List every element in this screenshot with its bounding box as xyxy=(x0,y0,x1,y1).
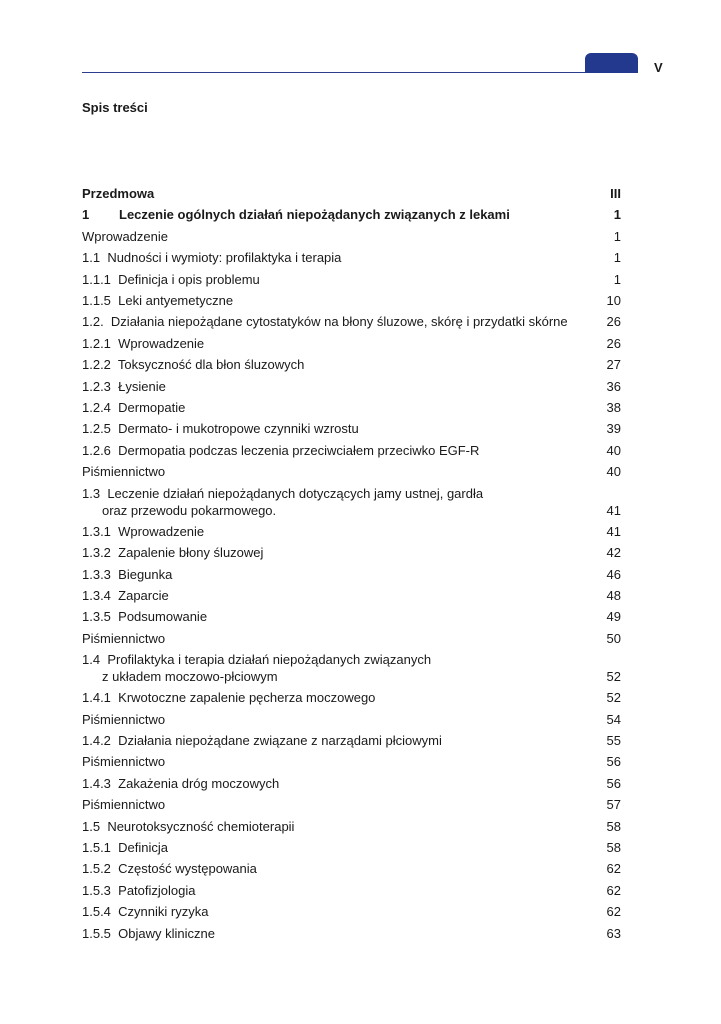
toc-entry-page: 1 xyxy=(613,207,621,223)
toc-entry-label: Wprowadzenie xyxy=(118,335,205,351)
toc-entry[interactable] xyxy=(82,773,621,794)
toc-entry-page: 40 xyxy=(606,442,621,458)
toc-entry-number: 1 xyxy=(82,207,90,223)
toc-entry[interactable] xyxy=(82,311,621,332)
toc-entry-page: 56 xyxy=(606,754,621,770)
toc-entry-title xyxy=(82,440,479,461)
toc-entry-page: 46 xyxy=(606,566,621,582)
toc-entry-line xyxy=(82,336,204,351)
toc-entry-label: Przedmowa xyxy=(82,186,155,201)
toc-entry-page: III xyxy=(610,186,621,201)
toc-entry-line xyxy=(82,904,208,919)
toc-entry[interactable] xyxy=(82,542,621,563)
toc-entry-title xyxy=(82,311,568,332)
toc-entry-page: 58 xyxy=(606,839,621,855)
toc-entry-label: Działania niepożądane związane z narządami płciowymi xyxy=(118,732,442,748)
toc-entry-page: 26 xyxy=(606,314,621,330)
toc-entry-page: 62 xyxy=(606,904,621,920)
toc-entry-line xyxy=(82,186,154,201)
toc-entry-title xyxy=(82,687,375,708)
toc-entry-title xyxy=(82,397,185,418)
toc-entry-page: 26 xyxy=(606,335,621,351)
toc-entry-label: Dermopatie xyxy=(118,400,186,416)
toc-entry-number: 1.1.5 xyxy=(82,293,111,309)
toc-entry-line xyxy=(82,272,260,287)
toc-entry-label: Częstość występowania xyxy=(118,861,257,877)
toc-entry-title xyxy=(82,794,165,815)
toc-entry-page: 1 xyxy=(613,228,621,244)
toc-entry-page: 39 xyxy=(606,421,621,437)
toc-entry-title xyxy=(82,204,510,225)
toc-entry[interactable] xyxy=(82,816,621,837)
toc-entry-page: 56 xyxy=(606,775,621,791)
toc-entry[interactable] xyxy=(82,397,621,418)
toc-entry-label: Profilaktyka i terapia działań niepożądanych związanych xyxy=(107,652,432,668)
toc-entry[interactable] xyxy=(82,290,621,311)
toc-entry-label: Krwotoczne zapalenie pęcherza moczowego xyxy=(118,690,376,706)
toc-entry-page: 27 xyxy=(606,357,621,373)
toc-entry-title xyxy=(82,651,431,685)
toc-entry[interactable] xyxy=(82,376,621,397)
toc-entry-line xyxy=(82,443,479,458)
toc-entry-page: 62 xyxy=(606,882,621,898)
toc-entry-number: 1.4 xyxy=(82,652,101,668)
toc-entry-label: Dermato- i mukotropowe czynniki wzrostu xyxy=(118,421,359,437)
toc-entry-line xyxy=(82,588,169,603)
toc-entry-number: 1.2.4 xyxy=(82,400,111,416)
toc-entry-line xyxy=(82,797,165,812)
toc-entry[interactable] xyxy=(82,709,621,730)
toc-entry[interactable] xyxy=(82,901,621,922)
toc-entry-page: 62 xyxy=(606,861,621,877)
toc-entry-line xyxy=(82,609,207,624)
toc-entry-line xyxy=(82,926,215,941)
toc-entry-number: 1.5.1 xyxy=(82,839,111,855)
toc-entry-line xyxy=(82,567,172,582)
toc-entry-line xyxy=(82,754,165,769)
toc-entry-line xyxy=(82,250,341,265)
toc-entry-label-continued: z układem moczowo-płciowym xyxy=(102,669,278,685)
toc-entry-line xyxy=(82,207,510,222)
toc-entry[interactable] xyxy=(82,923,621,944)
toc-entry-label: Nudności i wymioty: profilaktyka i terapia xyxy=(107,250,342,266)
toc-entry-title xyxy=(82,816,294,837)
toc-entry-line xyxy=(82,293,233,308)
toc-entry-page: 38 xyxy=(606,400,621,416)
toc-entry-label: Toksyczność dla błon śluzowych xyxy=(117,357,305,373)
toc-entry-label: Piśmiennictwo xyxy=(82,711,166,727)
toc-entry-line xyxy=(82,486,483,501)
toc-entry-label: Piśmiennictwo xyxy=(82,464,166,480)
toc-entry-line xyxy=(82,545,263,560)
toc-entry-title xyxy=(82,923,215,944)
toc-entry-title xyxy=(82,354,304,375)
toc-entry-label: Piśmiennictwo xyxy=(82,754,166,770)
toc-entry-number: 1.4.1 xyxy=(82,690,111,706)
toc-entry-page: 41 xyxy=(606,523,621,539)
toc-entry-page: 63 xyxy=(606,925,621,941)
toc-entry-page: 49 xyxy=(606,609,621,625)
toc-entry-title xyxy=(82,880,195,901)
toc-entry-title xyxy=(82,606,207,627)
toc-entry-line xyxy=(82,733,442,748)
toc-entry-page: 1 xyxy=(613,250,621,266)
toc-entry-label: Podsumowanie xyxy=(118,609,208,625)
toc-entry[interactable] xyxy=(82,858,621,879)
toc-entry[interactable] xyxy=(82,226,621,247)
toc-entry-number: 1.5 xyxy=(82,818,101,834)
toc-entry-line xyxy=(82,229,168,244)
toc-entry-label: Objawy kliniczne xyxy=(118,925,215,941)
toc-entry-line xyxy=(82,690,375,705)
toc-entry-line xyxy=(82,464,165,479)
header-rule xyxy=(82,72,638,73)
toc-entry-label: Definicja xyxy=(118,839,169,855)
toc-entry-label: Neurotoksyczność chemioterapii xyxy=(107,818,295,834)
toc-entry-label-continued: oraz przewodu pokarmowego. xyxy=(102,502,277,518)
toc-entry-number: 1.5.5 xyxy=(82,925,111,941)
toc-entry-title xyxy=(82,751,165,772)
toc-entry-title xyxy=(82,564,172,585)
toc-entry-page: 52 xyxy=(606,669,621,685)
toc-entry-label: Leki antyemetyczne xyxy=(118,293,234,309)
toc-entry-title xyxy=(82,418,359,439)
toc-entry-label: Patofizjologia xyxy=(118,882,196,898)
toc-entry-title xyxy=(82,542,263,563)
toc-entry[interactable] xyxy=(82,628,621,649)
toc-entry-number: 1.4.2 xyxy=(82,732,111,748)
toc-entry-title xyxy=(82,461,165,482)
toc-entry[interactable] xyxy=(82,837,621,858)
toc-entry-line xyxy=(82,883,195,898)
toc-entry-label: Biegunka xyxy=(118,566,173,582)
toc-entry-number: 1.3.5 xyxy=(82,609,111,625)
toc-entry-line xyxy=(82,379,166,394)
toc-entry-number: 1.2.6 xyxy=(82,442,111,458)
toc-entry-label: Definicja i opis problemu xyxy=(118,271,260,287)
toc-entry-page: 1 xyxy=(613,271,621,287)
toc-entry-number: 1.2.2 xyxy=(82,357,111,373)
toc-entry-line xyxy=(82,840,168,855)
toc-entry-title xyxy=(82,183,154,204)
toc-entry-page: 58 xyxy=(606,818,621,834)
toc-entry-page: 54 xyxy=(606,711,621,727)
toc-entry-label: Zakażenia dróg moczowych xyxy=(118,775,280,791)
toc-entry-number: 1.2.3 xyxy=(82,378,111,394)
toc-entry-label: Zaparcie xyxy=(118,587,169,603)
toc-entry-number: 1.2.5 xyxy=(82,421,111,437)
toc-entry[interactable] xyxy=(82,333,621,354)
toc-entry-number: 1.3.2 xyxy=(82,545,111,561)
toc-entry-title xyxy=(82,247,341,268)
toc-entry-number: 1.2. xyxy=(82,314,104,330)
toc-entry[interactable] xyxy=(82,483,621,521)
toc-entry[interactable] xyxy=(82,585,621,606)
toc-entry-line xyxy=(82,400,185,415)
toc-entry[interactable] xyxy=(82,794,621,815)
toc-entry[interactable] xyxy=(82,521,621,542)
table-of-contents xyxy=(82,183,621,944)
toc-entry-title xyxy=(82,901,208,922)
toc-entry-number: 1.3.4 xyxy=(82,587,111,603)
toc-entry-page: 48 xyxy=(606,587,621,603)
toc-entry-line xyxy=(82,421,359,436)
toc-entry-title xyxy=(82,333,204,354)
toc-entry-label: Czynniki ryzyka xyxy=(118,904,209,920)
toc-entry[interactable] xyxy=(82,730,621,751)
toc-entry-title xyxy=(82,521,204,542)
toc-entry-label: Wprowadzenie xyxy=(82,228,168,244)
toc-entry-title xyxy=(82,226,168,247)
toc-entry-number: 1.3.1 xyxy=(82,523,111,539)
toc-entry-number: 1.2.1 xyxy=(82,335,111,351)
toc-entry-title xyxy=(82,730,442,751)
toc-entry-label: Piśmiennictwo xyxy=(82,630,166,646)
toc-entry-line xyxy=(82,712,165,727)
toc-entry-title xyxy=(82,269,260,290)
toc-entry-label: Leczenie działań niepożądanych dotyczących jamy ustnej, gardła xyxy=(107,485,484,501)
toc-entry-page: 42 xyxy=(606,545,621,561)
toc-entry-title xyxy=(82,290,233,311)
toc-entry-number: 1.1.1 xyxy=(82,271,111,287)
toc-entry-line xyxy=(82,631,165,646)
page-number: V xyxy=(654,60,663,75)
toc-entry-line xyxy=(82,524,204,539)
toc-entry-line xyxy=(82,776,279,791)
toc-entry-label: Łysienie xyxy=(118,378,166,394)
toc-entry-title xyxy=(82,585,169,606)
toc-entry[interactable] xyxy=(82,687,621,708)
toc-entry-title xyxy=(82,773,279,794)
toc-entry-title xyxy=(82,837,168,858)
toc-entry[interactable] xyxy=(82,461,621,482)
toc-title: Spis treści xyxy=(82,100,148,115)
toc-entry[interactable] xyxy=(82,183,621,204)
toc-entry[interactable] xyxy=(82,606,621,627)
toc-entry-number: 1.5.3 xyxy=(82,882,111,898)
toc-entry-title xyxy=(82,376,166,397)
toc-entry-line xyxy=(82,861,257,876)
toc-entry-page: 40 xyxy=(606,464,621,480)
toc-entry-title xyxy=(82,485,483,519)
toc-entry-page: 55 xyxy=(606,732,621,748)
toc-entry[interactable] xyxy=(82,649,621,687)
toc-entry-label: Działania niepożądane cytostatyków na błony śluzowe, skórę i przydatki skórne xyxy=(110,314,568,330)
toc-entry[interactable] xyxy=(82,564,621,585)
toc-entry-page: 50 xyxy=(606,630,621,646)
toc-entry-number: 1.3.3 xyxy=(82,566,111,582)
toc-entry[interactable] xyxy=(82,440,621,461)
toc-entry[interactable] xyxy=(82,204,621,225)
toc-entry-page: 52 xyxy=(606,690,621,706)
toc-entry-label: Zapalenie błony śluzowej xyxy=(118,545,264,561)
toc-entry[interactable] xyxy=(82,418,621,439)
header-accent-tab xyxy=(585,53,638,73)
toc-entry-page: 10 xyxy=(606,293,621,309)
toc-entry-number: 1.5.4 xyxy=(82,904,111,920)
toc-entry-page: 41 xyxy=(606,502,621,518)
toc-entry-page: 36 xyxy=(606,378,621,394)
toc-entry-number: 1.5.2 xyxy=(82,861,111,877)
toc-entry-label: Wprowadzenie xyxy=(118,523,205,539)
toc-entry-line xyxy=(82,357,304,372)
toc-entry-label: Dermopatia podczas leczenia przeciwciałem przeciwko EGF-R xyxy=(118,442,480,458)
toc-entry[interactable] xyxy=(82,751,621,772)
toc-entry-line xyxy=(82,314,568,329)
toc-entry-number: 1.4.3 xyxy=(82,775,111,791)
toc-entry[interactable] xyxy=(82,269,621,290)
toc-entry-label: Piśmiennictwo xyxy=(82,797,166,813)
toc-entry[interactable] xyxy=(82,247,621,268)
toc-entry-number: 1.1 xyxy=(82,250,101,266)
toc-entry-title xyxy=(82,709,165,730)
toc-entry[interactable] xyxy=(82,880,621,901)
toc-entry-page: 57 xyxy=(606,797,621,813)
toc-entry-title xyxy=(82,628,165,649)
toc-entry-line xyxy=(82,652,431,667)
toc-entry[interactable] xyxy=(82,354,621,375)
toc-entry-title xyxy=(82,858,257,879)
toc-entry-line xyxy=(82,819,294,834)
toc-entry-number: 1.3 xyxy=(82,485,101,501)
toc-entry-label: Leczenie ogólnych działań niepożądanych związanych z lekami xyxy=(119,207,510,223)
